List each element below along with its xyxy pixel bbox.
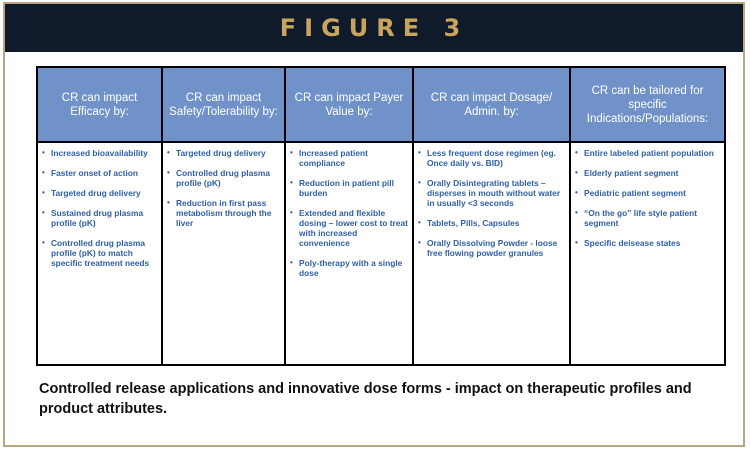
column-header-text: CR can impact Dosage/ Admin. by: xyxy=(430,91,553,118)
list-item-text: Orally Dissolving Powder - loose free flowing powder granules xyxy=(427,238,558,258)
column-header xyxy=(163,68,284,143)
bullet-icon: • xyxy=(575,238,578,247)
bullet-icon: • xyxy=(418,148,421,157)
list-item xyxy=(575,148,720,158)
bullet-icon: • xyxy=(42,168,45,177)
bullet-icon: • xyxy=(575,188,578,197)
column-dosage-admin xyxy=(414,68,571,364)
column-header xyxy=(414,68,569,143)
list-item-text: Faster onset of action xyxy=(51,168,139,178)
column-header xyxy=(571,68,724,143)
list-item xyxy=(575,238,720,248)
bullet-icon: • xyxy=(575,168,578,177)
list-item-text: Pediatric patient segment xyxy=(584,188,686,198)
list-item-text: Less frequent dose regimen (eg. Once daily vs. BID) xyxy=(427,148,556,168)
bullet-icon: • xyxy=(167,198,170,207)
list-item-text: Elderly patient segment xyxy=(584,168,679,178)
bullet-icon: • xyxy=(290,258,293,267)
column-body xyxy=(163,143,284,228)
list-item xyxy=(418,218,565,228)
column-header xyxy=(286,68,412,143)
column-body xyxy=(38,143,161,268)
list-item-text: “On the go” life style patient segment xyxy=(584,208,698,228)
bullet-icon: • xyxy=(290,148,293,157)
list-item xyxy=(290,258,408,278)
figure-title: FIGURE 3 xyxy=(279,14,469,42)
bullet-icon: • xyxy=(575,208,578,217)
list-item xyxy=(42,188,157,198)
list-item xyxy=(418,238,565,258)
column-safety xyxy=(163,68,286,364)
list-item xyxy=(418,178,565,208)
list-item xyxy=(167,148,280,158)
column-payer-value xyxy=(286,68,414,364)
bullet-icon: • xyxy=(418,218,421,227)
bullet-icon: • xyxy=(42,208,45,217)
list-item-text: Controlled drug plasma profile (pK) to match specific treatment needs xyxy=(51,238,150,268)
list-item-text: Sustained drug plasma profile (pK) xyxy=(51,208,144,228)
figure-frame xyxy=(3,2,745,447)
list-item xyxy=(575,188,720,198)
list-item xyxy=(42,238,157,268)
list-item-text: Increased bioavailability xyxy=(51,148,148,158)
bullet-icon: • xyxy=(167,168,170,177)
bullet-icon: • xyxy=(42,148,45,157)
column-header-text: CR can impact Safety/Tolerability by: xyxy=(169,91,278,118)
column-body xyxy=(286,143,412,278)
bullet-icon: • xyxy=(418,238,421,247)
column-header-text: CR can be tailored for specific Indications/Populations: xyxy=(586,84,709,125)
column-body xyxy=(414,143,569,258)
list-item-text: Controlled drug plasma profile (pK) xyxy=(176,168,270,188)
list-item-text: Specific deisease states xyxy=(584,238,681,248)
bullet-icon: • xyxy=(42,238,45,247)
list-item xyxy=(42,168,157,178)
column-header-text: CR can impact Efficacy by: xyxy=(61,91,138,118)
list-item xyxy=(575,168,720,178)
list-item xyxy=(290,148,408,168)
list-item xyxy=(42,148,157,158)
list-item-text: Poly-therapy with a single dose xyxy=(299,258,403,278)
bullet-icon: • xyxy=(290,208,293,217)
list-item xyxy=(290,178,408,198)
column-efficacy xyxy=(38,68,163,364)
column-body xyxy=(571,143,724,248)
list-item xyxy=(575,208,720,228)
figure-caption: Controlled release applications and innovative dose forms - impact on therapeutic profiles and product attributes. xyxy=(39,381,692,417)
list-item-text: Entire labeled patient population xyxy=(584,148,714,158)
list-item xyxy=(167,198,280,228)
list-item-text: Increased patient compliance xyxy=(299,148,368,168)
list-item-text: Reduction in patient pill burden xyxy=(299,178,394,198)
bullet-icon: • xyxy=(575,148,578,157)
column-header-text: CR can impact Payer Value by: xyxy=(294,91,404,118)
bullet-icon: • xyxy=(418,178,421,187)
figure-banner xyxy=(5,4,743,52)
list-item xyxy=(290,208,408,248)
list-item xyxy=(42,208,157,228)
list-item-text: Targeted drug delivery xyxy=(51,188,141,198)
list-item-text: Targeted drug delivery xyxy=(176,148,266,158)
column-header xyxy=(38,68,161,143)
bullet-icon: • xyxy=(290,178,293,187)
comparison-table xyxy=(36,66,726,366)
list-item xyxy=(418,148,565,168)
column-indications xyxy=(571,68,724,364)
bullet-icon: • xyxy=(42,188,45,197)
list-item-text: Tablets, Pills, Capsules xyxy=(427,218,520,228)
list-item-text: Reduction in first pass metabolism through the liver xyxy=(176,198,272,228)
list-item-text: Extended and flexible dosing – lower cost to treat with increased convenience xyxy=(299,208,408,248)
list-item xyxy=(167,168,280,188)
bullet-icon: • xyxy=(167,148,170,157)
list-item-text: Orally Disintegrating tablets – disperses in mouth without water in usually <3 seconds xyxy=(427,178,561,208)
